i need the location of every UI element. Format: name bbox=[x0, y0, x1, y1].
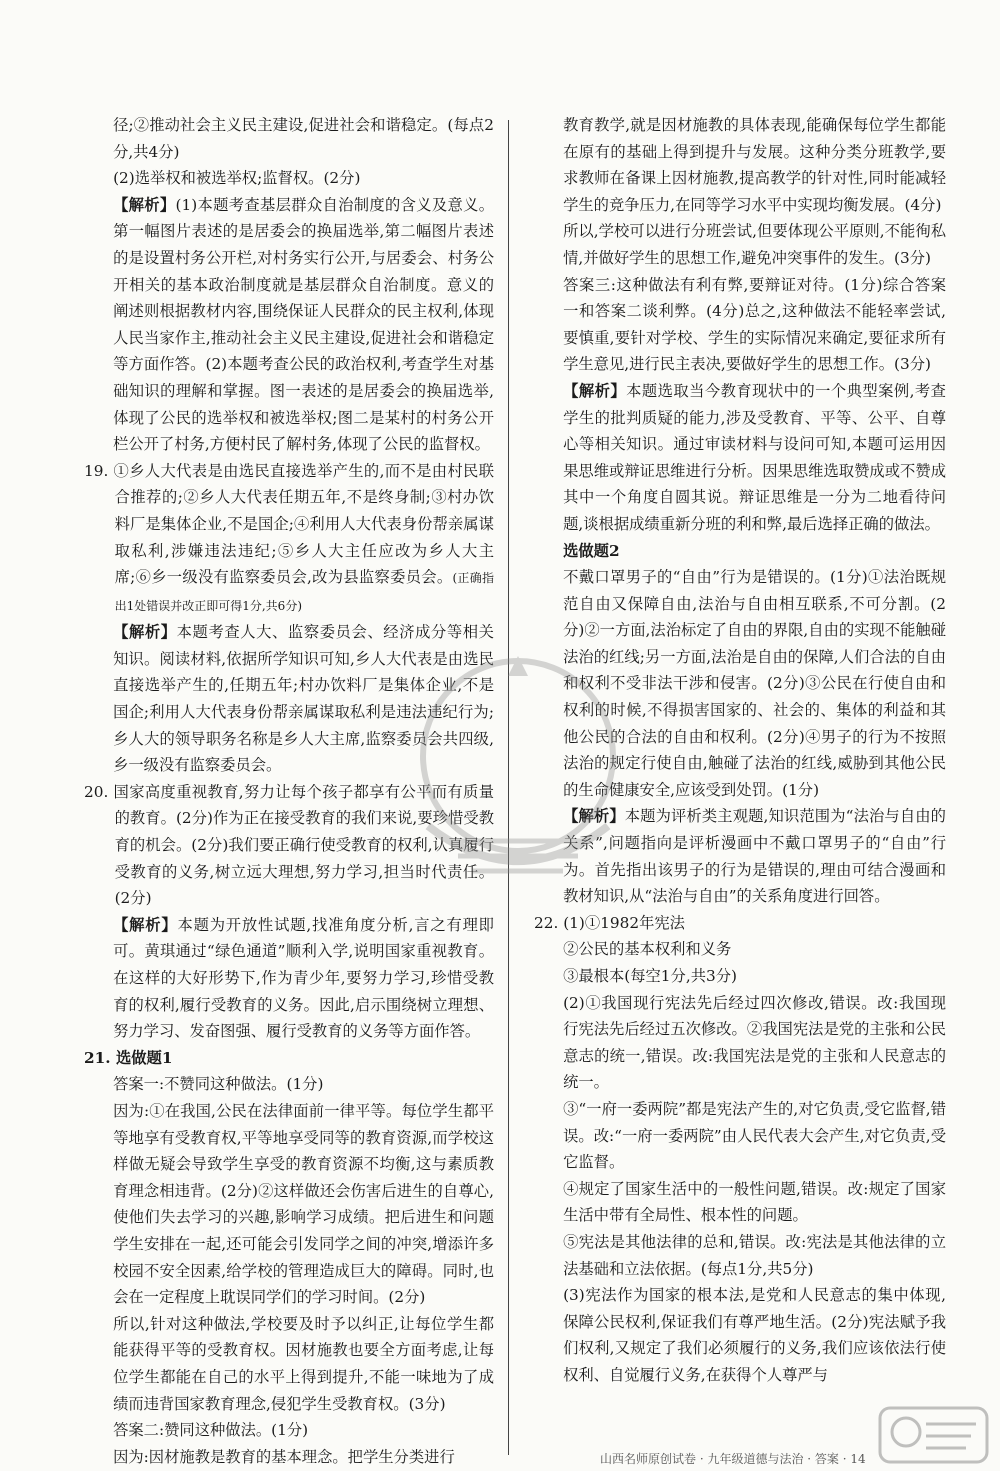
paragraph-text: ③“一府一委两院”都是宪法产生的,对它负责,受它监督,错误。改:“一府一委两院”由人民代表大会产生,对它负责,受它监督。 bbox=[563, 1099, 946, 1172]
paragraph-text: 选做题2 bbox=[563, 541, 620, 560]
paragraph-text: 教育教学,就是因材施教的具体表现,能确保每位学生都能在原有的基础上得到提升与发展。这种分类分班教学,要求教师在备课上因材施教,提高教学的针对性,同时能减轻学生的竞争压力,在同等学习水平中实现均衡发展。(4分) bbox=[563, 116, 946, 214]
left-paragraph bbox=[84, 1417, 494, 1444]
analysis-label: 【解析】 bbox=[113, 195, 176, 214]
page-footer: 山西名师原创试卷 · 九年级道德与法治 · 答案 · 14 bbox=[600, 1452, 866, 1466]
left-paragraph bbox=[84, 1444, 494, 1471]
paragraph-text: 所以,学校可以进行分班尝试,但要体现公平原则,不能徇私情,并做好学生的思想工作,避免冲突事件的发生。(3分) bbox=[563, 222, 946, 267]
left-paragraph bbox=[84, 165, 494, 192]
paragraph-text: 19. ①乡人大代表是由选民直接选举产生的,而不是由村民联合推荐的;②乡人大代表任期五年,不是终身制;③村办饮料厂是集体企业,不是国企;④利用人大代表身份帮亲属谋取私利,涉嫌违法违纪;⑤乡人大主任应改为乡人大主席;⑥乡一级没有监察委员会,改为县监察委员会。 bbox=[84, 461, 494, 587]
right-paragraph bbox=[534, 272, 946, 378]
paragraph-text: 本题考查人大、监察委员会、经济成分等相关知识。阅读材料,依据所学知识可知,乡人大代表是由选民直接选举产生的,任期五年;村办饮料厂是集体企业,不是国企;利用人大代表身份帮亲属谋取私利是违法违纪行为;乡人大的领导职务名称是乡人大主席,监察委员会共四级,乡一级没有监察委员会。 bbox=[113, 623, 494, 775]
corner-logo-icon bbox=[876, 1402, 991, 1468]
right-paragraph bbox=[534, 538, 946, 565]
paragraph-text: 答案三:这种做法有利有弊,要辩证对待。(1分)综合答案一和答案二谈利弊。(4分)总之,这种做法不能轻率尝试,要慎重,要针对学校、学生的实际情况来确定,要征求所有学生意见,进行民主表决,要做好学生的思想工作。(3分) bbox=[563, 275, 946, 374]
paragraph-text: 因为:因材施教是教育的基本理念。把学生分类进行 bbox=[113, 1447, 455, 1466]
right-paragraph bbox=[534, 936, 946, 963]
left-paragraph bbox=[84, 1311, 494, 1417]
paragraph-text: (2)①我国现行宪法先后经过四次修改,错误。改:我国现行宪法先后经过五次修改。②我国宪法是党的主张和公民意志的统一,错误。改:我国宪法是党的主张和人民意志的统一。 bbox=[563, 993, 946, 1092]
right-paragraph bbox=[534, 963, 946, 990]
paragraph-text: 因为:①在我国,公民在法律面前一律平等。每位学生都平等地享有受教育权,平等地享受同等的教育资源,而学校这样做无疑会导致学生享受的教育资源不均衡,这与素质教育理念相违背。(2分)②这样做还会伤害后进生的自尊心,使他们失去学习的兴趣,影响学习成绩。把后进生和问题学生安排在一起,还可能会引发同学之间的冲突,增添许多校园不安全因素,给学校的管理造成巨大的障碍。同时,也会在一定程度上耽误同学们的学习时间。(2分) bbox=[113, 1101, 494, 1307]
paragraph-text: ②公民的基本权利和义务 bbox=[563, 940, 732, 959]
left-paragraph bbox=[84, 112, 494, 165]
analysis-label: 【解析】 bbox=[563, 381, 627, 400]
paragraph-text: ④规定了国家生活中的一般性问题,错误。改:规定了国家生活中带有全局性、根本性的问题。 bbox=[563, 1179, 946, 1225]
left-paragraph bbox=[84, 192, 494, 458]
right-paragraph bbox=[534, 1229, 946, 1282]
paragraph-text: 答案一:不赞同这种做法。(1分) bbox=[113, 1075, 324, 1094]
paragraph-text: (2)选举权和被选举权;监督权。(2分) bbox=[113, 169, 361, 188]
paragraph-text: ③最根本(每空1分,共3分) bbox=[563, 967, 737, 985]
paragraph-text: 径;②推动社会主义民主建设,促进社会和谐稳定。(每点2分,共4分) bbox=[113, 116, 494, 161]
right-paragraph bbox=[534, 218, 946, 271]
right-paragraph bbox=[534, 112, 946, 218]
paragraph-text: (1)本题考查基层群众自治制度的含义及意义。第一幅图片表述的是居委会的换届选举,第二幅图片表述的是设置村务公开栏,对村务实行公开,与居委会、村务公开相关的基本政治制度就是基层群众自治制度。意义的阐述则根据教材内容,围绕保证人民群众的民主权利,体现人民当家作主,推动社会主义民主建设,促进社会和谐稳定等方面作答。(2)本题考查公民的政治权利,考查学生对基础知识的理解和掌握。图一表述的是居委会的换届选举,体现了公民的选举权和被选举权;图二是某村的村务公开栏公开了村务,方便村民了解村务,体现了公民的监督权。 bbox=[113, 195, 494, 454]
paragraph-text: 22. (1)①1982年宪法 bbox=[534, 913, 685, 932]
left-paragraph bbox=[84, 1045, 494, 1072]
analysis-label: 【解析】 bbox=[563, 807, 625, 826]
paragraph-text: 本题为评析类主观题,知识范围为“法治与自由的关系”,问题指向是评析漫画中不戴口罩男子的“自由”行为。首先指出该男子的行为是错误的,理由可结合漫画和教材知识,从“法治与自由”的关系角度进行回答。 bbox=[563, 807, 946, 906]
analysis-label: 【解析】 bbox=[113, 623, 177, 642]
paragraph-text: 本题选取当今教育现状中的一个典型案例,考查学生的批判质疑的能力,涉及受教育、平等、公平、自尊心等相关知识。通过审读材料与设问可知,本题可运用因果思维或辩证思维进行分析。因果思维选取赞成或不赞成其中一个角度自圆其说。辩证思维是一分为二地看待问题,谈根据成绩重新分班的利和弊,最后选择正确的做法。 bbox=[563, 381, 946, 533]
right-paragraph bbox=[534, 1096, 946, 1176]
right-paragraph bbox=[534, 378, 946, 538]
right-paragraph bbox=[534, 1282, 946, 1388]
paragraph-text: 本题为开放性试题,找准角度分析,言之有理即可。黄琪通过“绿色通道”顺利入学,说明国家重视教育。在这样的大好形势下,作为青少年,要努力学习,珍惜受教育的权利,履行受教育的义务。因此,启示围绕树立理想、努力学习、发奋图强、履行受教育的义务等方面作答。 bbox=[113, 915, 494, 1041]
paragraph-text: 所以,针对这种做法,学校要及时予以纠正,让每位学生都能获得平等的受教育权。因材施教也要全方面考虑,让每位学生都能在自己的水平上得到提升,不能一味地为了成绩而违背国家教育理念,侵犯学生受教育权。(3分) bbox=[113, 1314, 494, 1413]
paragraph-text: 20. 国家高度重视教育,努力让每个孩子都享有公平而有质量的教育。(2分)作为正在接受教育的我们来说,要珍惜受教育的机会。(2分)我们要正确行使受教育的权利,认真履行受教育的义务,树立远大理想,努力学习,担当时代责任。(2分) bbox=[84, 782, 494, 908]
watermark-seal-icon bbox=[388, 636, 648, 916]
left-paragraph bbox=[84, 458, 494, 620]
left-paragraph bbox=[84, 1071, 494, 1098]
right-paragraph bbox=[534, 1176, 946, 1229]
left-paragraph bbox=[84, 1098, 494, 1311]
analysis-label: 【解析】 bbox=[113, 915, 178, 934]
paragraph-text: 答案二:赞同这种做法。(1分) bbox=[113, 1421, 309, 1440]
paragraph-text: 21. 选做题1 bbox=[84, 1048, 173, 1067]
paragraph-text: ⑤宪法是其他法律的总和,错误。改:宪法是其他法律的立法基础和立法依据。(每点1分,共5分) bbox=[563, 1232, 946, 1278]
scoring-note: (正确指出1处错误并改正即可得1分,共6分) bbox=[114, 571, 494, 613]
paragraph-text: 不戴口罩男子的“自由”行为是错误的。(1分)①法治既规范自由又保障自由,法治与自由相互联系,不可分割。(2分)②一方面,法治标定了自由的界限,自由的实现不能触碰法治的红线;另一方面,法治是自由的保障,人们合法的自由和权利不受非法干涉和侵害。(2分)③公民在行使自由和权利的时候,不得损害国家的、社会的、集体的利益和其他公民的合法的自由和权利。(2分)④男子的行为不按照法治的规定行使自由,触碰了法治的红线,威胁到其他公民的生命健康安全,应该受到处罚。(1分) bbox=[563, 568, 946, 799]
right-paragraph bbox=[534, 990, 946, 1096]
left-paragraph bbox=[84, 912, 494, 1045]
paragraph-text: (3)宪法作为国家的根本法,是党和人民意志的集中体现,保障公民权利,保证我们有尊严地生活。(2分)宪法赋予我们权利,又规定了我们必须履行的义务,我们应该依法行使权利、自觉履行义务,在获得个人尊严与 bbox=[563, 1286, 946, 1384]
